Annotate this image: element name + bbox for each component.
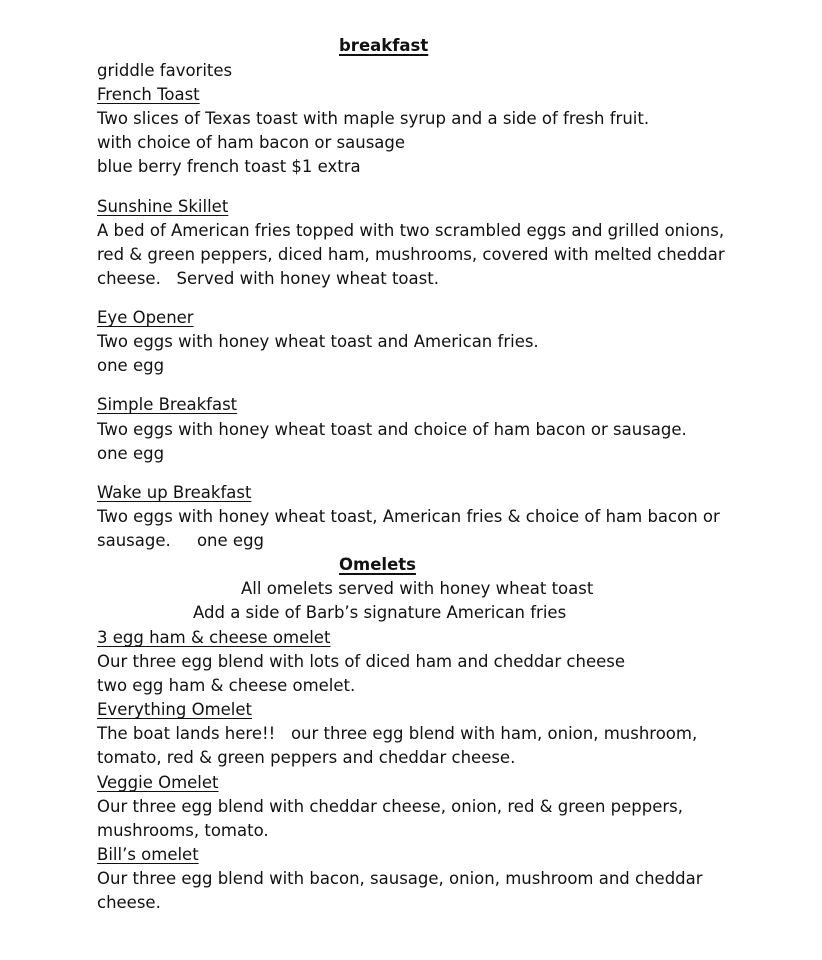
griddle-favorites-label: griddle favorites <box>97 61 233 80</box>
breakfast-heading: breakfast <box>339 36 429 55</box>
sunshine-skillet-desc-2: red & green peppers, diced ham, mushrooms, covered with melted cheddar <box>97 245 725 264</box>
simple-breakfast-title: Simple Breakfast <box>97 395 238 414</box>
eye-opener-desc-1: Two eggs with honey wheat toast and American fries. <box>97 332 539 351</box>
eye-opener-desc-2: one egg <box>97 356 165 375</box>
simple-breakfast-desc-1: Two eggs with honey wheat toast and choice of ham bacon or sausage. <box>97 420 687 439</box>
simple-breakfast-desc-2: one egg <box>97 444 165 463</box>
eye-opener-title: Eye Opener <box>97 308 194 327</box>
ham-cheese-omelet-desc-2: two egg ham & cheese omelet. <box>97 676 356 695</box>
ham-cheese-omelet-title: 3 egg ham & cheese omelet <box>97 628 331 647</box>
wake-up-breakfast-desc-2: sausage. one egg <box>97 531 265 550</box>
bills-omelet-desc-2: cheese. <box>97 893 161 912</box>
sunshine-skillet-desc-3: cheese. Served with honey wheat toast. <box>97 269 439 288</box>
veggie-omelet-desc-2: mushrooms, tomato. <box>97 821 269 840</box>
bills-omelet-desc-1: Our three egg blend with bacon, sausage, onion, mushroom and cheddar <box>97 869 703 888</box>
omelets-note-toast: All omelets served with honey wheat toast <box>241 579 594 598</box>
omelets-note-fries: Add a side of Barb’s signature American fries <box>193 603 567 622</box>
ham-cheese-omelet-desc-1: Our three egg blend with lots of diced ham and cheddar cheese <box>97 652 626 671</box>
french-toast-desc-3: blue berry french toast $1 extra <box>97 157 361 176</box>
wake-up-breakfast-title: Wake up Breakfast <box>97 483 252 502</box>
bills-omelet-title: Bill’s omelet <box>97 845 199 864</box>
everything-omelet-desc-1: The boat lands here!! our three egg blend with ham, onion, mushroom, <box>97 724 698 743</box>
sunshine-skillet-title: Sunshine Skillet <box>97 197 229 216</box>
veggie-omelet-desc-1: Our three egg blend with cheddar cheese, onion, red & green peppers, <box>97 797 684 816</box>
everything-omelet-desc-2: tomato, red & green peppers and cheddar cheese. <box>97 748 516 767</box>
veggie-omelet-title: Veggie Omelet <box>97 773 219 792</box>
everything-omelet-title: Everything Omelet <box>97 700 252 719</box>
wake-up-breakfast-desc-1: Two eggs with honey wheat toast, American fries & choice of ham bacon or <box>97 507 720 526</box>
french-toast-desc-2: with choice of ham bacon or sausage <box>97 133 406 152</box>
omelets-heading: Omelets <box>339 555 416 574</box>
sunshine-skillet-desc-1: A bed of American fries topped with two scrambled eggs and grilled onions, <box>97 221 725 240</box>
french-toast-desc-1: Two slices of Texas toast with maple syrup and a side of fresh fruit. <box>97 109 650 128</box>
french-toast-title: French Toast <box>97 85 200 104</box>
